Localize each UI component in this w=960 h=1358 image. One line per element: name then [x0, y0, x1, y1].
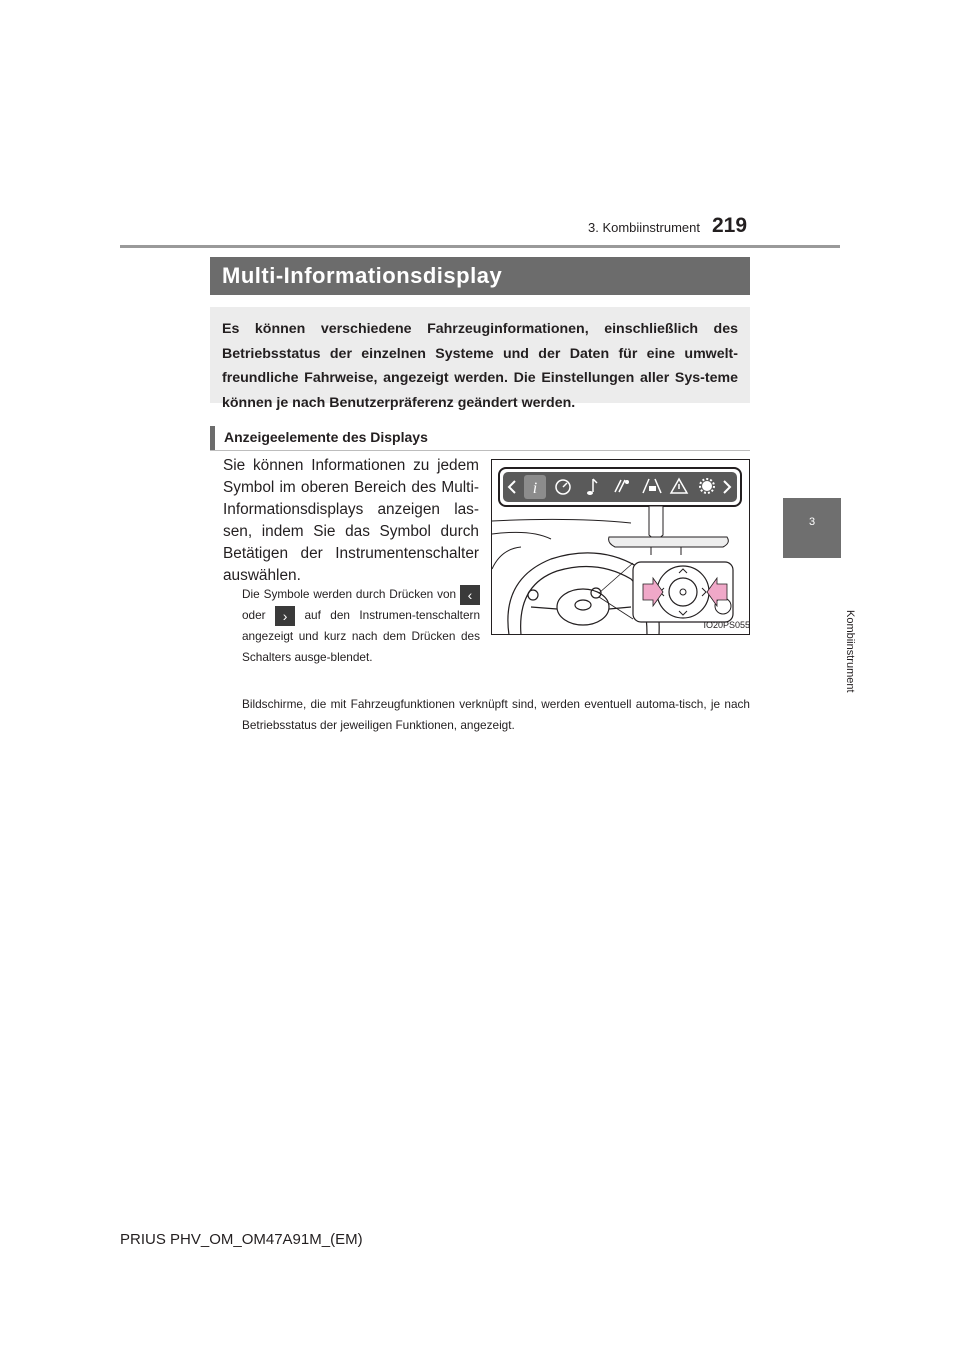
subheading-marker [210, 426, 215, 450]
right-switch-icon: › [275, 606, 295, 626]
note-part-2: oder [242, 608, 266, 622]
left-switch-icon: ‹ [460, 585, 480, 605]
subheading [210, 426, 750, 451]
switch-zoom-panel [633, 562, 733, 622]
cockpit-illustration [491, 459, 750, 635]
figure-code: IO20PS055 [703, 620, 750, 630]
intro-box [210, 307, 750, 411]
info-icon: i [532, 480, 538, 497]
running-header-section: 3. Kombiinstrument [588, 220, 700, 235]
page-number: 219 [712, 214, 748, 237]
intro-text: Es können verschiedene Fahrzeuginformationen, einschließlich des Betriebsstatus der einzelnen Systeme und der Daten für eine umwelt-freundliche Fahrweise, angezeigt werden. Die Einstellungen aller Sys-teme können je nach Benutzerpräferenz geändert werden. [222, 321, 738, 411]
section-title-bar [210, 257, 750, 295]
chapter-number: 3 [808, 516, 816, 528]
chapter-tab [783, 498, 841, 558]
footnote-paragraph: Bildschirme, die mit Fahrzeugfunktionen verknüpft sind, werden eventuell automa-tisch, je nach Betriebsstatus der jeweiligen Funktionen, angezeigt. [242, 697, 750, 732]
cockpit-illustration-svg [491, 459, 750, 635]
note-paragraph [242, 584, 480, 668]
document-footer: PRIUS PHV_OM_OM47A91M_(EM) [120, 1231, 363, 1248]
display-strip [499, 468, 741, 506]
chapter-label-container [760, 560, 856, 693]
section-title: Multi-Informationsdisplay [222, 263, 503, 288]
subheading-text: Anzeigeelemente des Displays [224, 429, 428, 445]
header-rule [120, 245, 840, 248]
note-part-1: Die Symbole werden durch Drücken von [242, 587, 457, 601]
note-part-3: auf den Instrumen-tenschaltern angezeigt und kurz nach dem Drücken des Schalters ausge-blendet. [242, 608, 481, 664]
body-paragraph: Sie können Informationen zu jedem Symbol im oberen Bereich des Multi-Informationsdisplays anzeigen las-sen, indem Sie das Symbol durch Betätigen der Instrumentenschalter auswählen. [223, 457, 479, 584]
chapter-label: Kombiinstrument [844, 610, 856, 693]
